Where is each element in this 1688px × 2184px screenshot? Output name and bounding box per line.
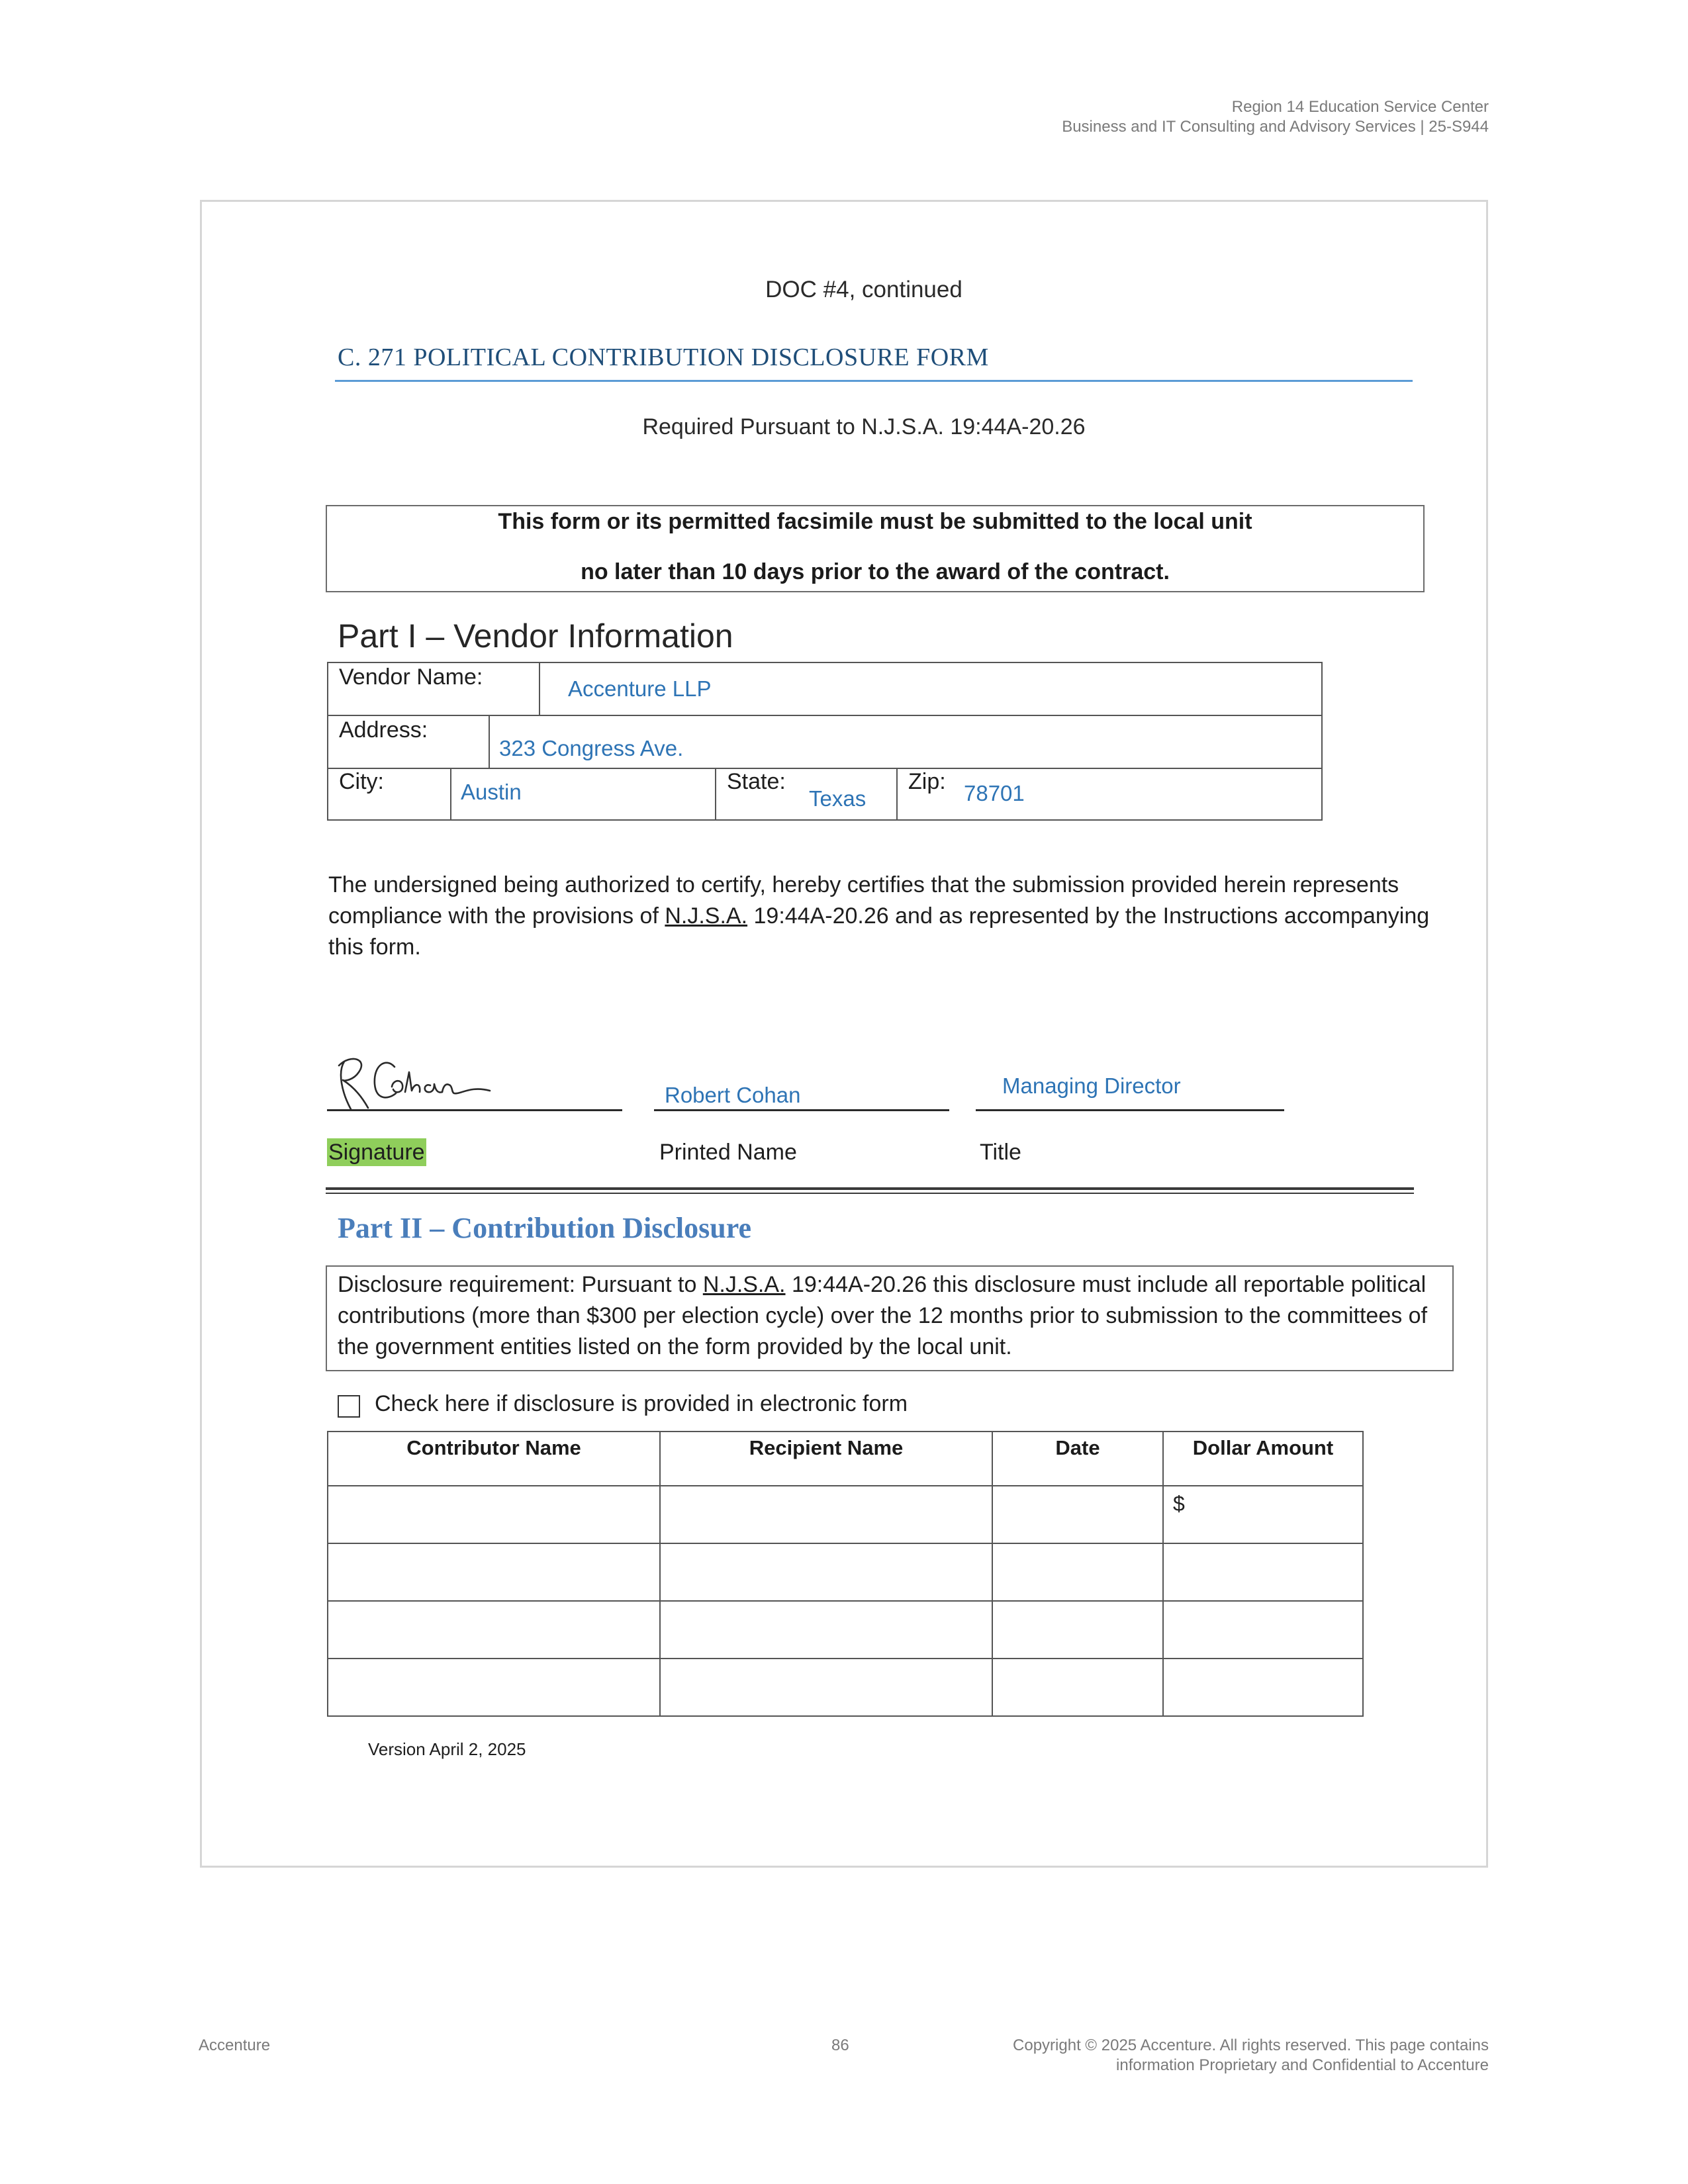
recipient-name-cell[interactable] <box>660 1601 992 1659</box>
handwritten-signature <box>331 1052 496 1112</box>
form-title: C. 271 POLITICAL CONTRIBUTION DISCLOSURE FORM <box>338 343 989 371</box>
footer-copyright: Copyright © 2025 Accenture. All rights reserved. This page contains <box>1013 2036 1489 2054</box>
submission-notice-box <box>326 505 1425 592</box>
state-value: Texas <box>809 786 867 811</box>
section-divider <box>326 1193 1414 1194</box>
state-field[interactable] <box>715 768 898 821</box>
form-version: Version April 2, 2025 <box>368 1739 526 1759</box>
zip-value: 78701 <box>964 781 1025 805</box>
date-cell[interactable] <box>992 1486 1163 1543</box>
contributor-name-cell[interactable] <box>328 1543 660 1601</box>
title-rule <box>335 380 1413 382</box>
signature-label-text: Signature <box>328 1140 425 1165</box>
part1-heading: Part I – Vendor Information <box>338 617 733 655</box>
title-value: Managing Director <box>1002 1073 1181 1098</box>
table-row <box>328 1486 1363 1543</box>
column-header: Contributor Name <box>328 1432 660 1486</box>
printed-name-line <box>654 1109 949 1111</box>
notice-line-1: This form or its permitted facsimile must be submitted to the local unit <box>498 509 1252 534</box>
statute-reference: N.J.S.A. <box>702 1272 786 1297</box>
certification-text-part: 19:44A-20.26 and as represented by the Instructions accompanying this form. <box>328 903 1430 960</box>
city-label-cell <box>327 768 451 821</box>
certification-text-part: The undersigned being authorized to certify, hereby certifies that the submission provided herein represents compliance with the provisions of <box>328 872 1399 929</box>
table-row <box>328 1601 1363 1659</box>
doc-continued-label: DOC #4, continued <box>765 277 962 302</box>
column-header: Dollar Amount <box>1163 1432 1363 1486</box>
column-header: Date <box>992 1432 1163 1486</box>
page-number: 86 <box>831 2036 849 2054</box>
footer-confidential: information Proprietary and Confidential to Accenture <box>1116 2056 1489 2074</box>
date-cell[interactable] <box>992 1601 1163 1659</box>
dollar-amount-cell[interactable] <box>1163 1543 1363 1601</box>
electronic-disclosure-checkbox-label: Check here if disclosure is provided in electronic form <box>375 1391 908 1416</box>
disclosure-requirement-box <box>326 1265 1454 1371</box>
contributor-name-cell[interactable] <box>328 1659 660 1716</box>
dollar-amount-cell[interactable] <box>1163 1601 1363 1659</box>
contributor-name-cell[interactable] <box>328 1601 660 1659</box>
page-header-project: Business and IT Consulting and Advisory Services | 25-S944 <box>1062 118 1489 136</box>
address-value: 323 Congress Ave. <box>499 736 684 760</box>
recipient-name-cell[interactable] <box>660 1486 992 1543</box>
page-header-org: Region 14 Education Service Center <box>1231 98 1489 116</box>
recipient-name-cell[interactable] <box>660 1659 992 1716</box>
footer-company: Accenture <box>199 2036 271 2054</box>
city-label: City: <box>339 769 384 794</box>
electronic-disclosure-checkbox[interactable] <box>338 1395 360 1418</box>
disclosure-text-part: 19:44A-20.26 this disclosure must include all reportable political contributions (more than $300 per election cycle) over the 12 months prior to submission to the committees of the government entities listed on the form provided by the local unit. <box>338 1272 1428 1359</box>
vendor-info-table <box>327 662 1323 821</box>
vendor-name-value: Accenture LLP <box>568 676 712 701</box>
zip-label: Zip: <box>908 769 946 794</box>
pursuant-subtitle: Required Pursuant to N.J.S.A. 19:44A-20.26 <box>642 414 1086 439</box>
printed-name-label: Printed Name <box>659 1140 797 1165</box>
table-row <box>328 1659 1363 1716</box>
contributor-name-cell[interactable] <box>328 1486 660 1543</box>
contribution-table <box>327 1431 1364 1717</box>
city-field[interactable] <box>450 768 716 821</box>
vendor-name-label-cell <box>327 662 540 716</box>
signature-line <box>327 1109 622 1111</box>
vendor-name-label: Vendor Name: <box>339 664 483 690</box>
title-line <box>976 1109 1284 1111</box>
vendor-name-field[interactable] <box>539 662 1323 716</box>
part2-heading: Part II – Contribution Disclosure <box>338 1212 751 1244</box>
column-header: Recipient Name <box>660 1432 992 1486</box>
notice-line-2: no later than 10 days prior to the award of the contract. <box>581 559 1170 584</box>
disclosure-text-part: Disclosure requirement: Pursuant to <box>338 1272 703 1297</box>
statute-reference: N.J.S.A. <box>665 903 748 929</box>
recipient-name-cell[interactable] <box>660 1543 992 1601</box>
address-label: Address: <box>339 717 428 743</box>
table-header-row <box>328 1432 1363 1486</box>
date-cell[interactable] <box>992 1543 1163 1601</box>
certification-text <box>328 870 1440 963</box>
dollar-amount-cell[interactable] <box>1163 1659 1363 1716</box>
state-label: State: <box>727 769 786 794</box>
address-label-cell <box>327 715 490 769</box>
zip-field[interactable] <box>896 768 1323 821</box>
date-cell[interactable] <box>992 1659 1163 1716</box>
dollar-amount-cell[interactable]: $ <box>1163 1486 1363 1543</box>
section-divider <box>326 1187 1414 1190</box>
signature-label <box>327 1140 426 1165</box>
title-label: Title <box>980 1140 1021 1165</box>
city-value: Austin <box>461 780 522 804</box>
address-field[interactable] <box>489 715 1323 769</box>
table-row <box>328 1543 1363 1601</box>
printed-name-value: Robert Cohan <box>665 1083 801 1107</box>
